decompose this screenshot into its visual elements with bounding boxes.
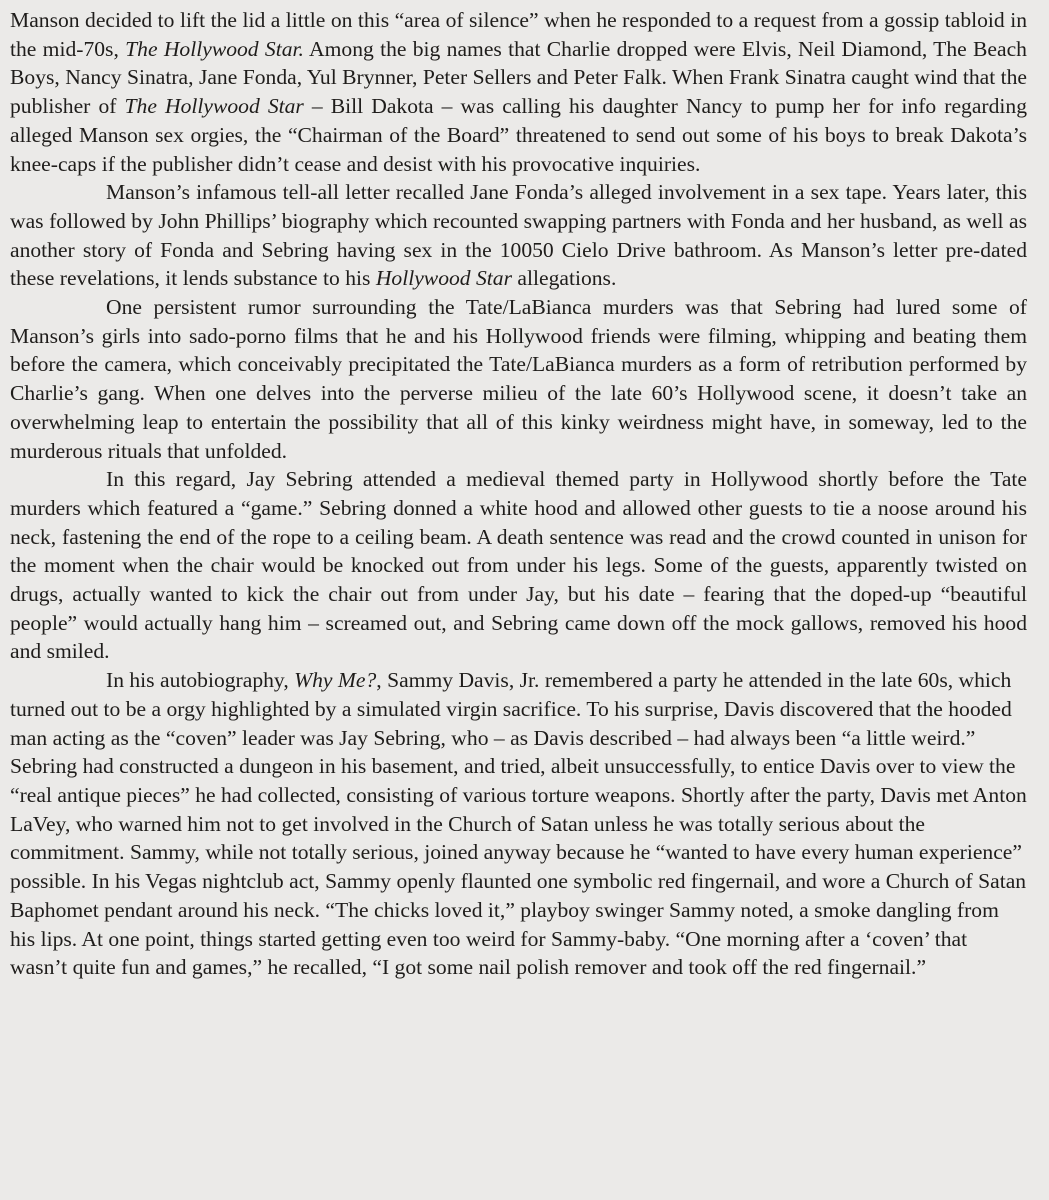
italic-title: Why Me? xyxy=(294,668,377,693)
text-segment: Among the big names that Charlie dropped were Elvis, Neil Diamond, The Beach Boys, Nancy Sinatra, Jane Fonda, Yul Brynner, Peter Sellers and Peter Falk. When Frank Sinatra caught wind that the publisher of xyxy=(10,36,1027,119)
text-segment: – Bill Dakota – was calling his daughter Nancy to pump her for info regarding alleged Manson sex orgies, the “Chairman of the Board” threatened to send out some of his boys to break Dakota’s knee-caps if the publisher didn’t cease and desist with his provocative inquiries. xyxy=(10,94,1028,176)
italic-title: The Hollywood Star xyxy=(124,94,304,119)
paragraph-1 xyxy=(10,6,1027,178)
italic-title: The Hollywood Star. xyxy=(125,36,304,61)
paragraph-4 xyxy=(10,465,1027,666)
text-body xyxy=(10,6,1027,982)
text-segment: In his autobiography, xyxy=(106,668,295,693)
text-segment: Manson decided to lift the lid a little on this “area of silence” when he responded to a request from a gossip tabloid in the mid-70s, xyxy=(10,8,1027,61)
text-segment: allegations. xyxy=(512,266,617,291)
text-segment: Manson’s infamous tell-all letter recalled Jane Fonda’s alleged involvement in a sex tape. Years later, this was followed by John Phillips’ biography which recounted swapping partners with Fonda and her husband, as well as another story of Fonda and Sebring having sex in the 10050 Cielo Drive bathroom. As Manson’s letter pre-dated these revelations, it lends substance to his xyxy=(10,180,1027,291)
text-segment: One persistent rumor surrounding the Tate/LaBianca murders was that Sebring had lured some of Manson’s girls into sado-porno films that he and his Hollywood friends were filming, whipping and beating them before the camera, which conceivably precipitated the Tate/LaBianca murders as a form of retribution performed by Charlie’s gang. When one delves into the perverse milieu of the late 60’s Hollywood scene, it doesn’t take an overwhelming leap to entertain the possibility that all of this kinky weirdness might have, in someway, led to the murderous rituals that unfolded. xyxy=(10,295,1027,463)
text-segment: In this regard, Jay Sebring attended a medieval themed party in Hollywood shortly before the Tate murders which featured a “game.” Sebring donned a white hood and allowed other guests to tie a noose around his neck, fastening the end of the rope to a ceiling beam. A death sentence was read and the crowd counted in unison for the moment when the chair would be knocked out from under his legs. Some of the guests, apparently twisted on drugs, actually wanted to kick the chair out from under Jay, but his date – fearing that the doped-up “beautiful people” would actually hang him – screamed out, and Sebring came down off the mock gallows, removed his hood and smiled. xyxy=(10,467,1027,664)
text-segment: , Sammy Davis, Jr. remembered a party he attended in the late 60s, which turned out to be a orgy highlighted by a simulated virgin sacrifice. To his surprise, Davis discovered that the hooded man acting as the “coven” leader was Jay Sebring, who – as Davis described – had always been “a little weird.” Sebring had constructed a dungeon in his basement, and tried, albeit unsuccessfully, to entice Davis over to view the “real antique pieces” he had collected, consisting of various torture weapons. Shortly after the party, Davis met Anton LaVey, who warned him not to get involved in the Church of Satan unless he was totally serious about the commitment. Sammy, while not totally serious, joined anyway because he “wanted to have every human experience” possible. In his Vegas nightclub act, Sammy openly flaunted one symbolic red fingernail, and wore a Church of Satan Baphomet pendant around his neck. “The chicks loved it,” playboy swinger Sammy noted, a smoke dangling from his lips. At one point, things started getting even too weird for Sammy-baby. “One morning after a ‘coven’ that wasn’t quite fun and games,” he recalled, “I got some nail polish remover and took off the red fingernail.” xyxy=(10,668,1027,980)
italic-title: Hollywood Star xyxy=(375,266,512,291)
paragraph-5 xyxy=(10,666,1027,982)
paragraph-3 xyxy=(10,293,1027,465)
paragraph-2 xyxy=(10,178,1027,293)
